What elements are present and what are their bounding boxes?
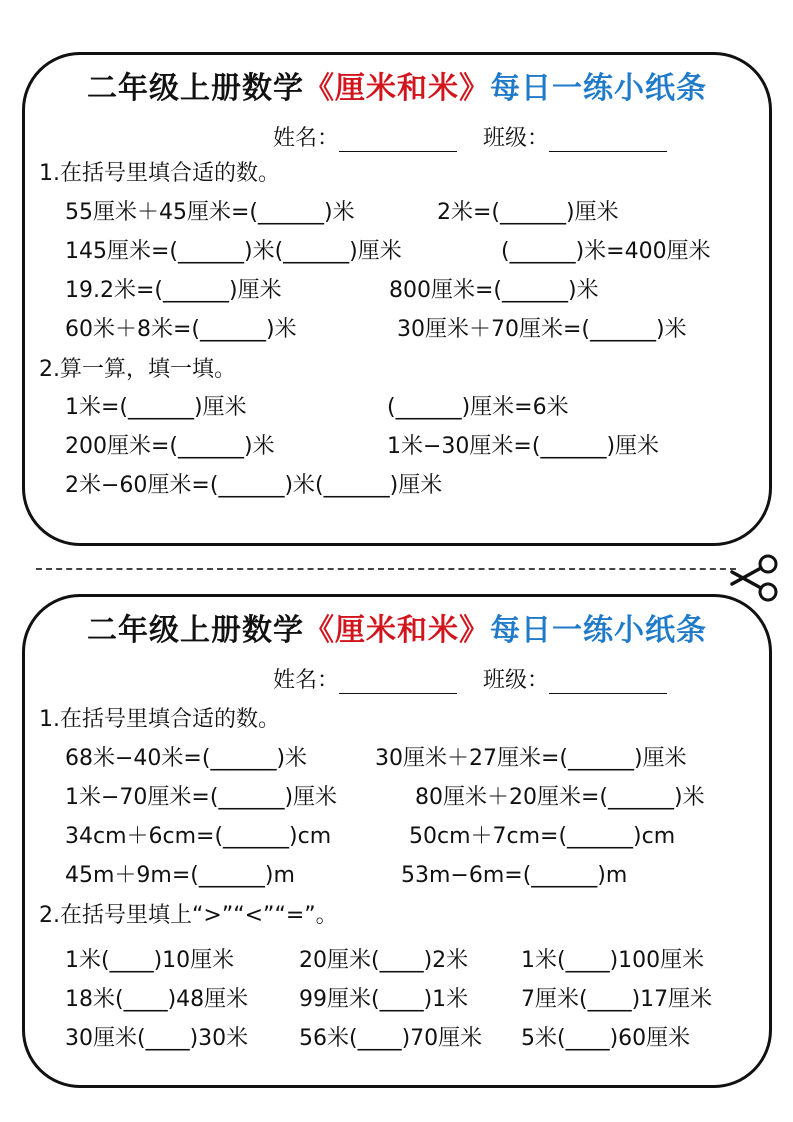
- q2-item: 99厘米(____)1米: [299, 987, 469, 1012]
- q1-item: 55厘米＋45厘米=(______)米: [65, 200, 355, 225]
- title-grade: 二年级上册数学: [87, 71, 304, 106]
- q1-item: 30厘米＋70厘米=(______)米: [397, 317, 687, 342]
- q1-item: (______)米=400厘米: [501, 239, 711, 264]
- class-field[interactable]: [549, 673, 667, 694]
- q1-item: 53m−6m=(______)m: [401, 863, 628, 888]
- q1-item: 2米=(______)厘米: [437, 200, 619, 225]
- worksheet-card-2: [22, 594, 772, 1088]
- q2-item: 18米(____)48厘米: [65, 987, 249, 1012]
- title-suffix: 每日一练小纸条: [490, 71, 707, 106]
- sheet-title: [25, 605, 769, 649]
- q1-item: 50cm＋7cm=(______)cm: [409, 824, 676, 849]
- q2-item: 5米(____)60厘米: [521, 1026, 691, 1051]
- worksheet-card-1: [22, 52, 772, 546]
- cut-line: [36, 568, 736, 570]
- name-field[interactable]: [339, 673, 457, 694]
- class-label: 班级：: [483, 126, 550, 151]
- q2-item: 1米=(______)厘米: [65, 395, 247, 420]
- q2-item: 7厘米(____)17厘米: [521, 987, 713, 1012]
- q1-item: 145厘米=(______)米(______)厘米: [65, 239, 402, 264]
- q1-item: 1米−70厘米=(______)厘米: [65, 785, 338, 810]
- student-info: [273, 663, 667, 694]
- question-2-title: 2.算一算，填一填。: [39, 357, 236, 382]
- student-info: [273, 121, 667, 152]
- question-2-title: 2.在括号里填上“>”“<”“=”。: [39, 903, 338, 928]
- q2-item: 2米−60厘米=(______)米(______)厘米: [65, 473, 443, 498]
- scissors-icon: [728, 552, 780, 604]
- class-field[interactable]: [549, 131, 667, 152]
- q1-item: 60米＋8米=(______)米: [65, 317, 297, 342]
- question-1-title: 1.在括号里填合适的数。: [39, 707, 280, 732]
- q2-item: 1米(____)100厘米: [521, 948, 705, 973]
- q1-item: 68米−40米=(______)米: [65, 746, 308, 771]
- name-label: 姓名：: [273, 668, 340, 693]
- name-label: 姓名：: [273, 126, 340, 151]
- sheet-title: [25, 63, 769, 107]
- name-field[interactable]: [339, 131, 457, 152]
- title-grade: 二年级上册数学: [87, 613, 304, 648]
- class-label: 班级：: [483, 668, 550, 693]
- title-topic: 《厘米和米》: [304, 613, 490, 648]
- q2-item: 1米−30厘米=(______)厘米: [387, 434, 660, 459]
- q2-item: 56米(____)70厘米: [299, 1026, 483, 1051]
- q2-item: (______)厘米=6米: [387, 395, 569, 420]
- q1-item: 30厘米＋27厘米=(______)厘米: [375, 746, 687, 771]
- q1-item: 80厘米＋20厘米=(______)米: [415, 785, 705, 810]
- q2-item: 30厘米(____)30米: [65, 1026, 249, 1051]
- q2-item: 1米(____)10厘米: [65, 948, 235, 973]
- question-1-title: 1.在括号里填合适的数。: [39, 161, 280, 186]
- title-topic: 《厘米和米》: [304, 71, 490, 106]
- q1-item: 800厘米=(______)米: [389, 278, 599, 303]
- q2-item: 20厘米(____)2米: [299, 948, 469, 973]
- q2-item: 200厘米=(______)米: [65, 434, 275, 459]
- title-suffix: 每日一练小纸条: [490, 613, 707, 648]
- q1-item: 34cm＋6cm=(______)cm: [65, 824, 332, 849]
- q1-item: 19.2米=(______)厘米: [65, 278, 282, 303]
- q1-item: 45m＋9m=(______)m: [65, 863, 295, 888]
